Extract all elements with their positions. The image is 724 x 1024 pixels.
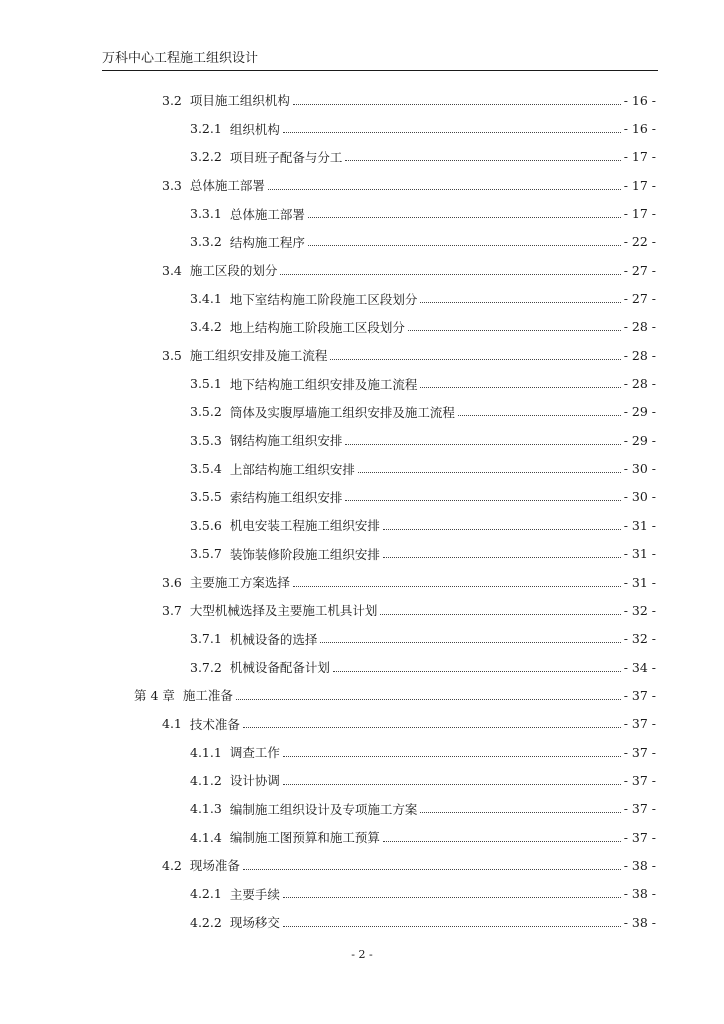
toc-entry[interactable] xyxy=(0,653,724,681)
toc-entry-number: 3.3.1 xyxy=(190,206,222,222)
toc-dot-leader xyxy=(308,245,621,246)
toc-entry-title: 项目班子配备与分工 xyxy=(229,149,343,165)
toc-dot-leader xyxy=(283,784,621,785)
toc-entry-title: 总体施工部署 xyxy=(229,206,305,222)
toc-entry-title: 钢结构施工组织安排 xyxy=(229,433,343,449)
toc-entry[interactable] xyxy=(0,710,724,738)
toc-entry-title: 地上结构施工阶段施工区段划分 xyxy=(229,319,405,335)
toc-dot-leader xyxy=(283,756,621,757)
toc-entry-page: - 37 - xyxy=(623,744,656,760)
toc-entry-page: - 27 - xyxy=(623,291,656,307)
toc-entry-number: 4.1.4 xyxy=(190,829,222,845)
toc-entry-number: 3.3 xyxy=(162,177,182,193)
toc-entry[interactable] xyxy=(0,738,724,766)
header-rule xyxy=(102,70,658,71)
toc-entry[interactable] xyxy=(0,256,724,284)
toc-entry-number: 3.5.7 xyxy=(190,546,222,562)
toc-dot-leader xyxy=(345,160,620,161)
toc-entry[interactable] xyxy=(0,596,724,624)
toc-entry-number: 3.6 xyxy=(162,574,182,590)
document-header: 万科中心工程施工组织设计 xyxy=(102,51,259,66)
toc-entry-page: - 34 - xyxy=(623,659,656,675)
toc-dot-leader xyxy=(320,642,620,643)
toc-entry-title: 施工准备 xyxy=(182,688,233,704)
toc-entry-page: - 38 - xyxy=(623,886,656,902)
toc-entry-title: 施工组织安排及施工流程 xyxy=(189,348,328,364)
toc-dot-leader xyxy=(420,812,620,813)
toc-dot-leader xyxy=(420,302,620,303)
toc-dot-leader xyxy=(358,472,621,473)
toc-entry[interactable] xyxy=(0,540,724,568)
toc-dot-leader xyxy=(243,727,621,728)
toc-entry-number: 3.5.6 xyxy=(190,517,222,533)
toc-dot-leader xyxy=(283,897,621,898)
toc-dot-leader xyxy=(458,415,621,416)
toc-entry-number: 3.3.2 xyxy=(190,234,222,250)
toc-dot-leader xyxy=(293,104,621,105)
toc-entry-number: 3.5.3 xyxy=(190,432,222,448)
toc-entry-page: - 37 - xyxy=(623,716,656,732)
toc-entry-page: - 22 - xyxy=(623,234,656,250)
toc-entry-title: 地下室结构施工阶段施工区段划分 xyxy=(229,291,418,307)
toc-entry-page: - 29 - xyxy=(623,404,656,420)
toc-entry-number: 3.7.1 xyxy=(190,631,222,647)
toc-entry-page: - 37 - xyxy=(623,829,656,845)
toc-entry-page: - 32 - xyxy=(623,631,656,647)
toc-entry-page: - 30 - xyxy=(623,489,656,505)
toc-dot-leader xyxy=(243,869,621,870)
toc-entry-number: 3.5 xyxy=(162,347,182,363)
toc-entry-title: 结构施工程序 xyxy=(229,234,305,250)
toc-entry-title: 上部结构施工组织安排 xyxy=(229,461,355,477)
toc-entry[interactable] xyxy=(0,228,724,256)
toc-entry-number: 3.5.2 xyxy=(190,404,222,420)
toc-entry[interactable] xyxy=(0,795,724,823)
toc-entry[interactable] xyxy=(0,483,724,511)
toc-entry[interactable] xyxy=(0,114,724,142)
toc-entry[interactable] xyxy=(0,681,724,709)
toc-dot-leader xyxy=(383,529,621,530)
toc-entry[interactable] xyxy=(0,341,724,369)
toc-entry-title: 编制施工组织设计及专项施工方案 xyxy=(229,801,418,817)
toc-entry[interactable] xyxy=(0,851,724,879)
toc-dot-leader xyxy=(283,926,621,927)
toc-entry[interactable] xyxy=(0,86,724,114)
toc-entry-number: 3.2.1 xyxy=(190,121,222,137)
toc-entry-page: - 37 - xyxy=(623,687,656,703)
toc-entry-number: 3.4.2 xyxy=(190,319,222,335)
toc-dot-leader xyxy=(345,500,620,501)
toc-entry[interactable] xyxy=(0,369,724,397)
toc-dot-leader xyxy=(308,217,621,218)
toc-entry-page: - 37 - xyxy=(623,801,656,817)
toc-entry[interactable] xyxy=(0,568,724,596)
toc-entry-number: 4.1 xyxy=(162,716,182,732)
toc-entry-number: 4.2.1 xyxy=(190,886,222,902)
toc-entry[interactable] xyxy=(0,908,724,936)
toc-dot-leader xyxy=(345,444,620,445)
toc-entry-page: - 37 - xyxy=(623,772,656,788)
toc-entry-page: - 31 - xyxy=(623,517,656,533)
toc-entry-title: 现场准备 xyxy=(189,858,240,874)
toc-entry-number: 3.7.2 xyxy=(190,659,222,675)
toc-entry[interactable] xyxy=(0,284,724,312)
toc-entry-number: 第 4 章 xyxy=(134,688,175,704)
toc-entry-title: 调查工作 xyxy=(229,745,280,761)
toc-entry-number: 4.2.2 xyxy=(190,914,222,930)
toc-dot-leader xyxy=(408,330,621,331)
toc-entry[interactable] xyxy=(0,426,724,454)
toc-dot-leader xyxy=(380,614,620,615)
toc-entry-number: 3.5.1 xyxy=(190,376,222,392)
toc-entry-number: 3.4.1 xyxy=(190,291,222,307)
toc-dot-leader xyxy=(383,841,621,842)
toc-entry-title: 机电安装工程施工组织安排 xyxy=(229,518,380,534)
toc-entry-title: 组织机构 xyxy=(229,121,280,137)
toc-entry-page: - 28 - xyxy=(623,376,656,392)
toc-entry-page: - 17 - xyxy=(623,149,656,165)
toc-entry[interactable] xyxy=(0,880,724,908)
toc-entry[interactable] xyxy=(0,766,724,794)
toc-entry-number: 3.2 xyxy=(162,92,182,108)
toc-entry-page: - 17 - xyxy=(623,206,656,222)
toc-entry-title: 编制施工图预算和施工预算 xyxy=(229,830,380,846)
toc-entry-title: 装饰装修阶段施工组织安排 xyxy=(229,546,380,562)
toc-dot-leader xyxy=(293,586,621,587)
toc-entry-title: 总体施工部署 xyxy=(189,178,265,194)
toc-entry-title: 机械设备配备计划 xyxy=(229,660,330,676)
toc-entry-page: - 31 - xyxy=(623,574,656,590)
toc-entry-number: 3.7 xyxy=(162,602,182,618)
toc-dot-leader xyxy=(420,387,620,388)
toc-dot-leader xyxy=(268,189,621,190)
toc-dot-leader xyxy=(236,699,621,700)
toc-entry-number: 4.2 xyxy=(162,857,182,873)
toc-entry-title: 机械设备的选择 xyxy=(229,631,318,647)
toc-entry-title: 地下结构施工组织安排及施工流程 xyxy=(229,376,418,392)
page-number: - 2 - xyxy=(351,948,373,961)
toc-entry-page: - 32 - xyxy=(623,602,656,618)
toc-entry[interactable] xyxy=(0,511,724,539)
toc-entry-page: - 31 - xyxy=(623,546,656,562)
toc-entry-page: - 29 - xyxy=(623,432,656,448)
toc-entry-number: 4.1.2 xyxy=(190,772,222,788)
toc-entry[interactable] xyxy=(0,199,724,227)
toc-entry[interactable] xyxy=(0,143,724,171)
toc-dot-leader xyxy=(333,671,621,672)
toc-entry-title: 项目施工组织机构 xyxy=(189,93,290,109)
toc-entry-page: - 30 - xyxy=(623,461,656,477)
toc-entry-title: 主要手续 xyxy=(229,886,280,902)
toc-entry[interactable] xyxy=(0,823,724,851)
toc-entry-page: - 16 - xyxy=(623,121,656,137)
toc-entry[interactable] xyxy=(0,313,724,341)
toc-entry-title: 主要施工方案选择 xyxy=(189,575,290,591)
toc-entry-title: 施工区段的划分 xyxy=(189,263,278,279)
toc-entry-number: 3.4 xyxy=(162,262,182,278)
toc-entry-title: 设计协调 xyxy=(229,773,280,789)
toc-entry[interactable] xyxy=(0,454,724,482)
toc-entry-title: 索结构施工组织安排 xyxy=(229,489,343,505)
toc-entry-number: 3.5.5 xyxy=(190,489,222,505)
toc-entry[interactable] xyxy=(0,171,724,199)
toc-entry[interactable] xyxy=(0,398,724,426)
toc-entry-page: - 16 - xyxy=(623,92,656,108)
toc-entry-page: - 38 - xyxy=(623,914,656,930)
toc-dot-leader xyxy=(330,359,620,360)
toc-entry-title: 技术准备 xyxy=(189,716,240,732)
toc-entry-number: 4.1.3 xyxy=(190,801,222,817)
toc-dot-leader xyxy=(283,132,621,133)
toc-entry-page: - 28 - xyxy=(623,347,656,363)
toc-dot-leader xyxy=(280,274,620,275)
toc-entry-page: - 27 - xyxy=(623,262,656,278)
toc-entry-title: 大型机械选择及主要施工机具计划 xyxy=(189,603,378,619)
toc-entry-title: 筒体及实腹厚墙施工组织安排及施工流程 xyxy=(229,404,455,420)
toc-entry-page: - 28 - xyxy=(623,319,656,335)
toc-entry-number: 4.1.1 xyxy=(190,744,222,760)
table-of-contents xyxy=(0,86,724,936)
toc-entry-number: 3.5.4 xyxy=(190,461,222,477)
toc-entry-title: 现场移交 xyxy=(229,915,280,931)
toc-entry-number: 3.2.2 xyxy=(190,149,222,165)
toc-entry[interactable] xyxy=(0,625,724,653)
toc-entry-page: - 17 - xyxy=(623,177,656,193)
toc-entry-page: - 38 - xyxy=(623,857,656,873)
toc-dot-leader xyxy=(383,557,621,558)
